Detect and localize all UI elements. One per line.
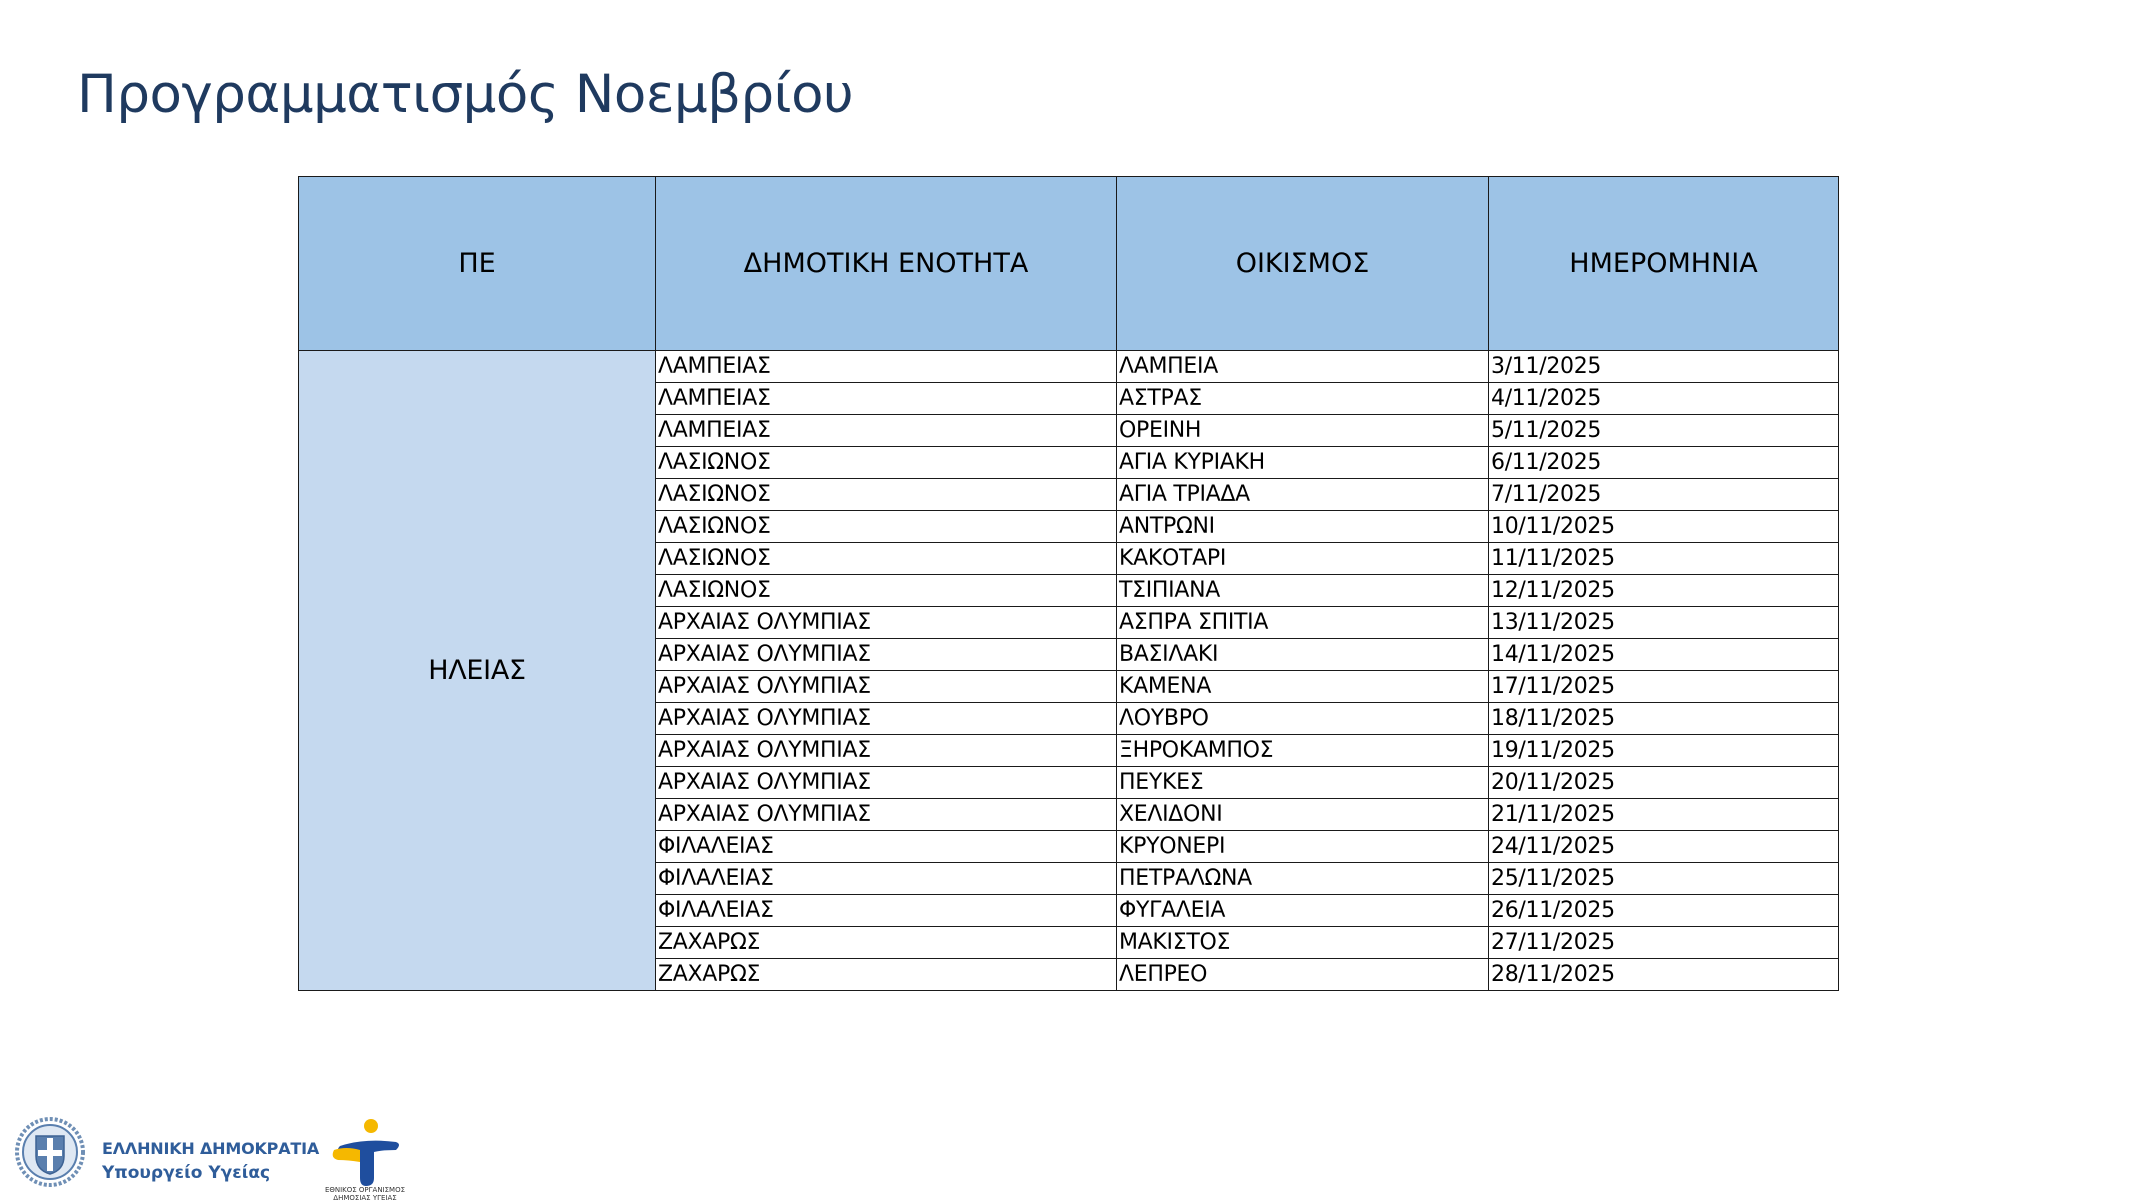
dimotiki-enotita-cell: ΛΑΣΙΩΝΟΣ <box>656 575 1117 607</box>
imerominia-cell: 13/11/2025 <box>1489 607 1839 639</box>
oikismos-cell: ΜΑΚΙΣΤΟΣ <box>1117 927 1489 959</box>
dimotiki-enotita-cell: ΖΑΧΑΡΩΣ <box>656 959 1117 991</box>
imerominia-cell: 10/11/2025 <box>1489 511 1839 543</box>
imerominia-cell: 27/11/2025 <box>1489 927 1839 959</box>
header-oikismos: ΟΙΚΙΣΜΟΣ <box>1117 177 1489 351</box>
imerominia-cell: 14/11/2025 <box>1489 639 1839 671</box>
oikismos-cell: ΤΣΙΠΙΑΝΑ <box>1117 575 1489 607</box>
oikismos-cell: ΑΣΤΡΑΣ <box>1117 383 1489 415</box>
imerominia-cell: 12/11/2025 <box>1489 575 1839 607</box>
imerominia-cell: 6/11/2025 <box>1489 447 1839 479</box>
dimotiki-enotita-cell: ΦΙΛΑΛΕΙΑΣ <box>656 895 1117 927</box>
ministry-line2: Υπουργείο Υγείας <box>102 1163 271 1183</box>
imerominia-cell: 11/11/2025 <box>1489 543 1839 575</box>
dimotiki-enotita-cell: ΑΡΧΑΙΑΣ ΟΛΥΜΠΙΑΣ <box>656 767 1117 799</box>
oikismos-cell: ΑΣΠΡΑ ΣΠΙΤΙΑ <box>1117 607 1489 639</box>
dimotiki-enotita-cell: ΦΙΛΑΛΕΙΑΣ <box>656 863 1117 895</box>
dimotiki-enotita-cell: ΦΙΛΑΛΕΙΑΣ <box>656 831 1117 863</box>
dimotiki-enotita-cell: ΑΡΧΑΙΑΣ ΟΛΥΜΠΙΑΣ <box>656 607 1117 639</box>
imerominia-cell: 28/11/2025 <box>1489 959 1839 991</box>
oikismos-cell: ΚΑΚΟΤΑΡΙ <box>1117 543 1489 575</box>
dimotiki-enotita-cell: ΛΑΣΙΩΝΟΣ <box>656 479 1117 511</box>
imerominia-cell: 5/11/2025 <box>1489 415 1839 447</box>
imerominia-cell: 4/11/2025 <box>1489 383 1839 415</box>
table-header <box>299 177 1839 351</box>
imerominia-cell: 7/11/2025 <box>1489 479 1839 511</box>
oikismos-cell: ΚΡΥΟΝΕΡΙ <box>1117 831 1489 863</box>
header-dimotiki-enotita: ΔΗΜΟΤΙΚΗ ΕΝΟΤΗΤΑ <box>656 177 1117 351</box>
dimotiki-enotita-cell: ΑΡΧΑΙΑΣ ΟΛΥΜΠΙΑΣ <box>656 639 1117 671</box>
dimotiki-enotita-cell: ΛΑΜΠΕΙΑΣ <box>656 383 1117 415</box>
header-row <box>299 177 1839 351</box>
schedule-table <box>298 176 1839 991</box>
eody-caption: ΕΘΝΙΚΟΣ ΟΡΓΑΝΙΣΜΟΣ ΔΗΜΟΣΙΑΣ ΥΓΕΙΑΣ <box>324 1186 406 1200</box>
oikismos-cell: ΛΕΠΡΕΟ <box>1117 959 1489 991</box>
oikismos-cell: ΒΑΣΙΛΑΚΙ <box>1117 639 1489 671</box>
dimotiki-enotita-cell: ΖΑΧΑΡΩΣ <box>656 927 1117 959</box>
dimotiki-enotita-cell: ΑΡΧΑΙΑΣ ΟΛΥΜΠΙΑΣ <box>656 799 1117 831</box>
oikismos-cell: ΑΓΙΑ ΤΡΙΑΔΑ <box>1117 479 1489 511</box>
dimotiki-enotita-cell: ΑΡΧΑΙΑΣ ΟΛΥΜΠΙΑΣ <box>656 735 1117 767</box>
dimotiki-enotita-cell: ΑΡΧΑΙΑΣ ΟΛΥΜΠΙΑΣ <box>656 703 1117 735</box>
imerominia-cell: 20/11/2025 <box>1489 767 1839 799</box>
oikismos-cell: ΦΥΓΑΛΕΙΑ <box>1117 895 1489 927</box>
greek-coat-of-arms-icon <box>14 1116 86 1188</box>
table-row <box>299 351 1839 383</box>
oikismos-cell: ΟΡΕΙΝΗ <box>1117 415 1489 447</box>
dimotiki-enotita-cell: ΛΑΣΙΩΝΟΣ <box>656 447 1117 479</box>
imerominia-cell: 26/11/2025 <box>1489 895 1839 927</box>
dimotiki-enotita-cell: ΛΑΣΙΩΝΟΣ <box>656 543 1117 575</box>
oikismos-cell: ΠΕΤΡΑΛΩΝΑ <box>1117 863 1489 895</box>
table-body <box>299 351 1839 991</box>
oikismos-cell: ΛΟΥΒΡΟ <box>1117 703 1489 735</box>
oikismos-cell: ΑΓΙΑ ΚΥΡΙΑΚΗ <box>1117 447 1489 479</box>
ministry-text <box>102 1138 319 1186</box>
oikismos-cell: ΠΕΥΚΕΣ <box>1117 767 1489 799</box>
imerominia-cell: 24/11/2025 <box>1489 831 1839 863</box>
dimotiki-enotita-cell: ΛΑΜΠΕΙΑΣ <box>656 351 1117 383</box>
imerominia-cell: 25/11/2025 <box>1489 863 1839 895</box>
pe-cell: ΗΛΕΙΑΣ <box>299 351 656 991</box>
footer-logos <box>14 1116 434 1200</box>
oikismos-cell: ΚΑΜΕΝΑ <box>1117 671 1489 703</box>
dimotiki-enotita-cell: ΑΡΧΑΙΑΣ ΟΛΥΜΠΙΑΣ <box>656 671 1117 703</box>
imerominia-cell: 17/11/2025 <box>1489 671 1839 703</box>
imerominia-cell: 18/11/2025 <box>1489 703 1839 735</box>
dimotiki-enotita-cell: ΛΑΜΠΕΙΑΣ <box>656 415 1117 447</box>
header-pe: ΠΕ <box>299 177 656 351</box>
oikismos-cell: ΑΝΤΡΩΝΙ <box>1117 511 1489 543</box>
imerominia-cell: 3/11/2025 <box>1489 351 1839 383</box>
imerominia-cell: 19/11/2025 <box>1489 735 1839 767</box>
oikismos-cell: ΧΕΛΙΔΟΝΙ <box>1117 799 1489 831</box>
ministry-line1: ΕΛΛΗΝΙΚΗ ΔΗΜΟΚΡΑΤΙΑ <box>102 1139 320 1158</box>
header-imerominia: ΗΜΕΡΟΜΗΝΙΑ <box>1489 177 1839 351</box>
oikismos-cell: ΛΑΜΠΕΙΑ <box>1117 351 1489 383</box>
imerominia-cell: 21/11/2025 <box>1489 799 1839 831</box>
dimotiki-enotita-cell: ΛΑΣΙΩΝΟΣ <box>656 511 1117 543</box>
page-title: Προγραμματισμός Νοεμβρίου <box>77 64 854 125</box>
oikismos-cell: ΞΗΡΟΚΑΜΠΟΣ <box>1117 735 1489 767</box>
